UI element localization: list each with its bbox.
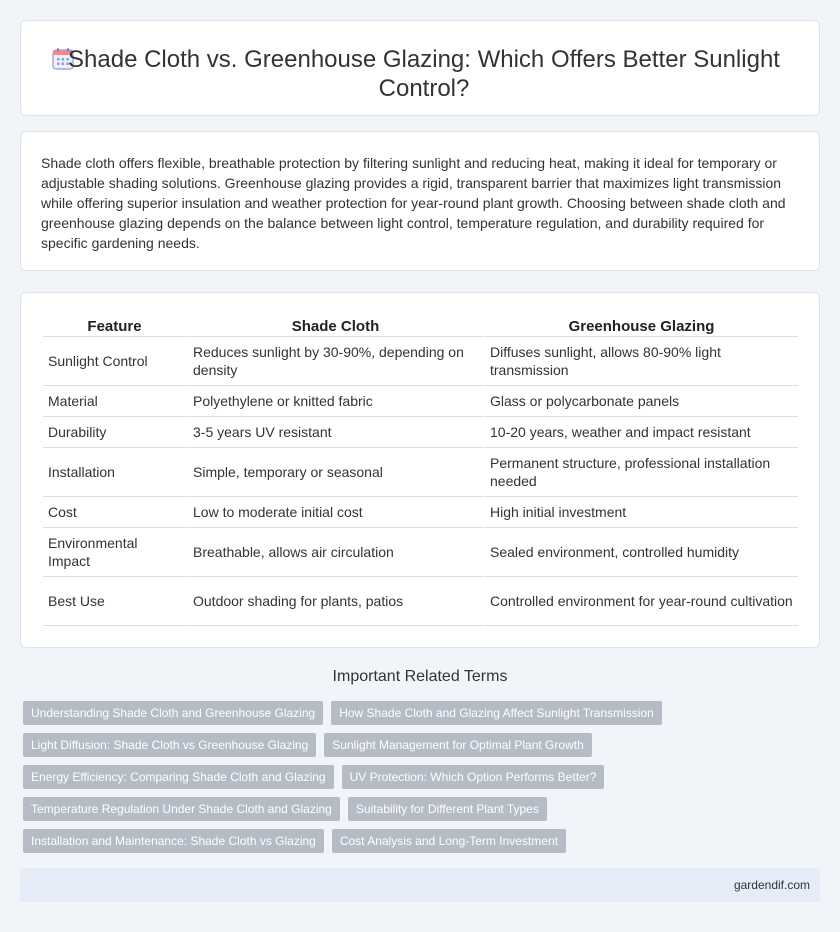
table-header-row: [43, 315, 798, 337]
table-cell: Environmental Impact: [43, 528, 188, 577]
table-cell: Best Use: [43, 577, 188, 626]
intro-paragraph: Shade cloth offers flexible, breathable protection by filtering sunlight and reducing heat, making it ideal for temporary or adjustable shading solutions. Greenhouse glazing provides a rigid, transparent barrier that maximizes light transmission while offering superior insulation and weather protection for year-round plant growth. Choosing between shade cloth and greenhouse glazing depends on the balance between light control, temperature regulation, and durability required for specific gardening needs.: [41, 155, 786, 251]
table-row: [43, 386, 798, 417]
table-cell: Diffuses sunlight, allows 80-90% light transmission: [485, 337, 798, 386]
header-greenhouse-glazing: Greenhouse Glazing: [485, 315, 798, 337]
table-cell: Breathable, allows air circulation: [188, 528, 485, 577]
table-row: [43, 448, 798, 497]
related-term-tag[interactable]: Light Diffusion: Shade Cloth vs Greenhouse Glazing: [23, 733, 316, 757]
table-cell: 3-5 years UV resistant: [188, 417, 485, 448]
footer: [20, 868, 820, 902]
related-term-tag[interactable]: Installation and Maintenance: Shade Cloth vs Glazing: [23, 829, 324, 853]
related-term-tag[interactable]: UV Protection: Which Option Performs Better?: [342, 765, 605, 789]
table-cell: Simple, temporary or seasonal: [188, 448, 485, 497]
table-cell: Polyethylene or knitted fabric: [188, 386, 485, 417]
table-cell: Sealed environment, controlled humidity: [485, 528, 798, 577]
table-cell: Glass or polycarbonate panels: [485, 386, 798, 417]
related-term-tag[interactable]: How Shade Cloth and Glazing Affect Sunlight Transmission: [331, 701, 662, 725]
table-cell: Sunlight Control: [43, 337, 188, 386]
footer-site-link[interactable]: gardendif.com: [733, 878, 810, 892]
related-term-tag[interactable]: Sunlight Management for Optimal Plant Growth: [324, 733, 591, 757]
page-title: Shade Cloth vs. Greenhouse Glazing: Which Offers Better Sunlight Control?: [68, 46, 780, 102]
table-row: [43, 528, 798, 577]
related-terms-list: [23, 701, 803, 861]
table-cell: Controlled environment for year-round cultivation: [485, 577, 798, 626]
comparison-table: [43, 315, 798, 626]
intro-card: [20, 131, 820, 271]
table-row: [43, 577, 798, 626]
table-cell: Installation: [43, 448, 188, 497]
table-cell: 10-20 years, weather and impact resistant: [485, 417, 798, 448]
related-term-tag[interactable]: Energy Efficiency: Comparing Shade Cloth and Glazing: [23, 765, 334, 789]
table-cell: Material: [43, 386, 188, 417]
table-cell: Outdoor shading for plants, patios: [188, 577, 485, 626]
header-shade-cloth: Shade Cloth: [188, 315, 485, 337]
table-cell: Permanent structure, professional installation needed: [485, 448, 798, 497]
related-terms-title: Important Related Terms: [332, 668, 508, 685]
table-cell: Durability: [43, 417, 188, 448]
header-card: [20, 20, 820, 116]
table-cell: Reduces sunlight by 30-90%, depending on density: [188, 337, 485, 386]
related-term-tag[interactable]: Cost Analysis and Long-Term Investment: [332, 829, 566, 853]
table-cell: High initial investment: [485, 497, 798, 528]
table-cell: Cost: [43, 497, 188, 528]
table-row: [43, 497, 798, 528]
related-term-tag[interactable]: Temperature Regulation Under Shade Cloth and Glazing: [23, 797, 340, 821]
header-feature: Feature: [43, 315, 188, 337]
table-row: [43, 417, 798, 448]
comparison-card: [20, 292, 820, 648]
related-term-tag[interactable]: Understanding Shade Cloth and Greenhouse Glazing: [23, 701, 323, 725]
table-cell: Low to moderate initial cost: [188, 497, 485, 528]
related-term-tag[interactable]: Suitability for Different Plant Types: [348, 797, 547, 821]
table-row: [43, 337, 798, 386]
